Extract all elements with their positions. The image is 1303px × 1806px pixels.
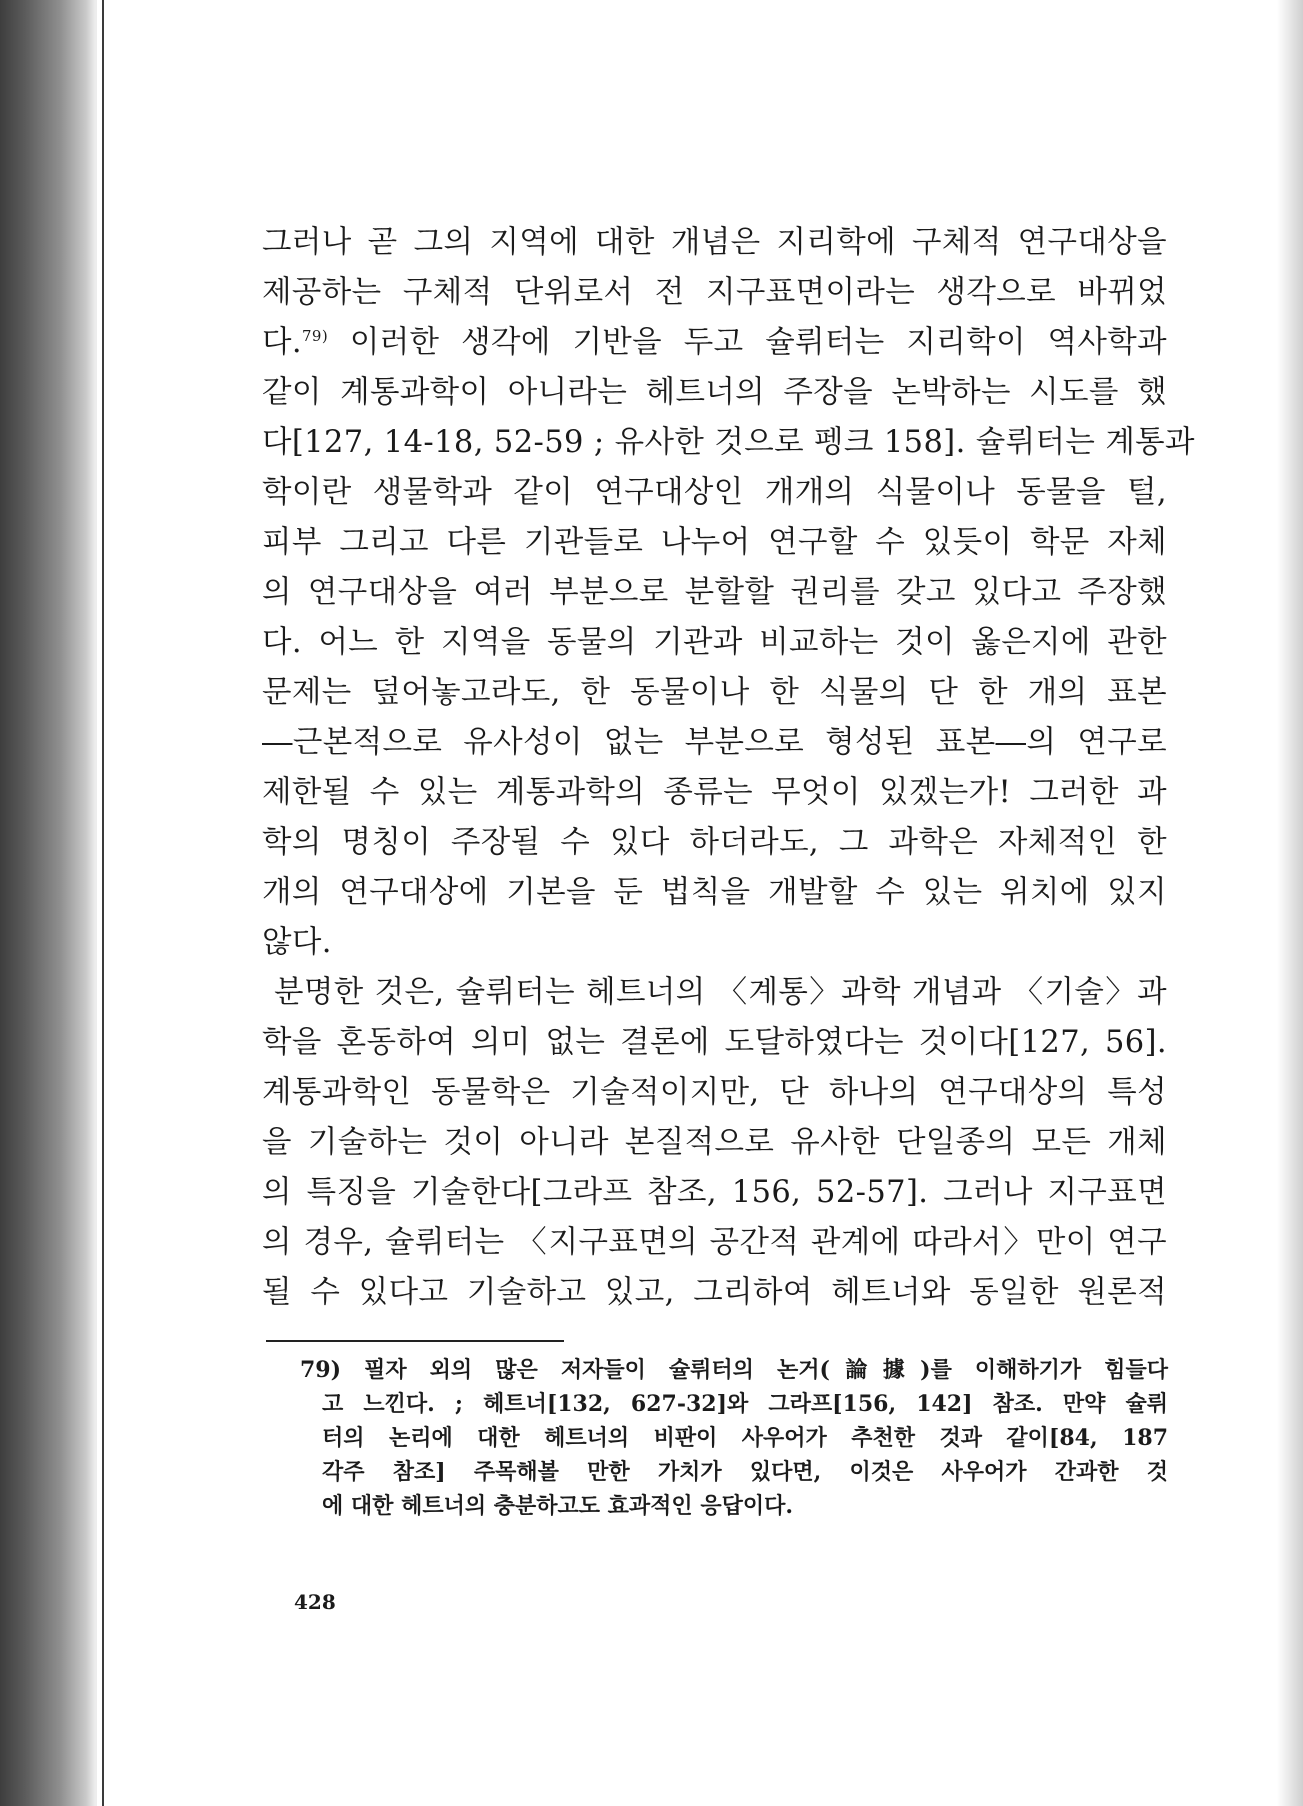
body-text: [262, 218, 1195, 1318]
footnote-line: 터의 논리에 대한 헤트너의 비판이 사우어가 추천한 것과 같이[84, 187: [322, 1425, 1168, 1451]
page-edge-shadow: [1277, 0, 1303, 1806]
text-line-with-footnote: [262, 318, 1167, 368]
text-line: 을 기술하는 것이 아니라 본질적으로 유사한 단일종의 모든 개체: [262, 1125, 1167, 1160]
text-line: ―근본적으로 유사성이 없는 부분으로 형성된 표본―의 연구로: [262, 725, 1167, 760]
text-line: 그러나 곧 그의 지역에 대한 개념은 지리학에 구체적 연구대상을: [262, 225, 1167, 260]
footnote-reference[interactable]: 79): [301, 326, 329, 345]
text-line: 될 수 있다고 기술하고 있고, 그리하여 헤트너와 동일한 원론적: [262, 1275, 1167, 1310]
text-line: 제공하는 구체적 단위로서 전 지구표면이라는 생각으로 바뀌었: [262, 275, 1167, 310]
text-line: 개의 연구대상에 기본을 둔 법칙을 개발할 수 있는 위치에 있지: [262, 875, 1167, 910]
footnote-separator: [266, 1340, 564, 1342]
page-number: 428: [294, 1590, 336, 1614]
text-line: 제한될 수 있는 계통과학의 종류는 무엇이 있겠는가! 그러한 과: [262, 775, 1167, 810]
text-line-paragraph-end: 않다.: [262, 925, 332, 960]
text-fragment: 다.: [262, 325, 302, 360]
text-line: 피부 그리고 다른 기관들로 나누어 연구할 수 있듯이 학문 자체: [262, 525, 1167, 560]
text-fragment: 이러한 생각에 기반을 두고 슐뤼터는 지리학이 역사학과: [349, 325, 1167, 360]
text-line: 의 연구대상을 여러 부분으로 분할할 권리를 갖고 있다고 주장했: [262, 575, 1167, 610]
text-line: 의 경우, 슐뤼터는 〈지구표면의 공간적 관계에 따라서〉만이 연구: [262, 1225, 1167, 1260]
footnote-line: 각주 참조] 주목해볼 만한 가치가 있다면, 이것은 사우어가 간과한 것: [322, 1459, 1168, 1485]
book-binding-shadow: [0, 0, 97, 1806]
footnote: [300, 1353, 1168, 1523]
text-line: 다[127, 14-18, 52-59 ; 유사한 것으로 펭크 158]. 슐뤼터는 계통과: [262, 425, 1195, 460]
footnote-line: 79) 필자 외의 많은 저자들이 슐뤼터의 논거(論據)를 이해하기가 힘들다: [300, 1357, 1168, 1383]
text-line: 다. 어느 한 지역을 동물의 기관과 비교하는 것이 옳은지에 관한: [262, 625, 1167, 660]
footnote-line: 에 대한 헤트너의 충분하고도 효과적인 응답이다.: [322, 1493, 793, 1519]
footnote-line: 고 느낀다. ; 헤트너[132, 627-32]와 그라프[156, 142] 참조. 만약 슐뤼: [322, 1391, 1168, 1417]
text-line: 같이 계통과학이 아니라는 헤트너의 주장을 논박하는 시도를 했: [262, 375, 1167, 410]
text-line: 학이란 생물학과 같이 연구대상인 개개의 식물이나 동물을 털,: [262, 475, 1167, 510]
text-line: 의 특징을 기술한다[그라프 참조, 156, 52-57]. 그러나 지구표면: [262, 1175, 1167, 1210]
text-line: 문제는 덮어놓고라도, 한 동물이나 한 식물의 단 한 개의 표본: [262, 675, 1167, 710]
text-line: 학을 혼동하여 의미 없는 결론에 도달하였다는 것이다[127, 56].: [262, 1025, 1167, 1060]
text-line-paragraph-start: 분명한 것은, 슐뤼터는 헤트너의 〈계통〉과학 개념과 〈기술〉과: [274, 975, 1167, 1010]
text-line: 학의 명칭이 주장될 수 있다 하더라도, 그 과학은 자체적인 한: [262, 825, 1167, 860]
text-line: 계통과학인 동물학은 기술적이지만, 단 하나의 연구대상의 특성: [262, 1075, 1167, 1110]
